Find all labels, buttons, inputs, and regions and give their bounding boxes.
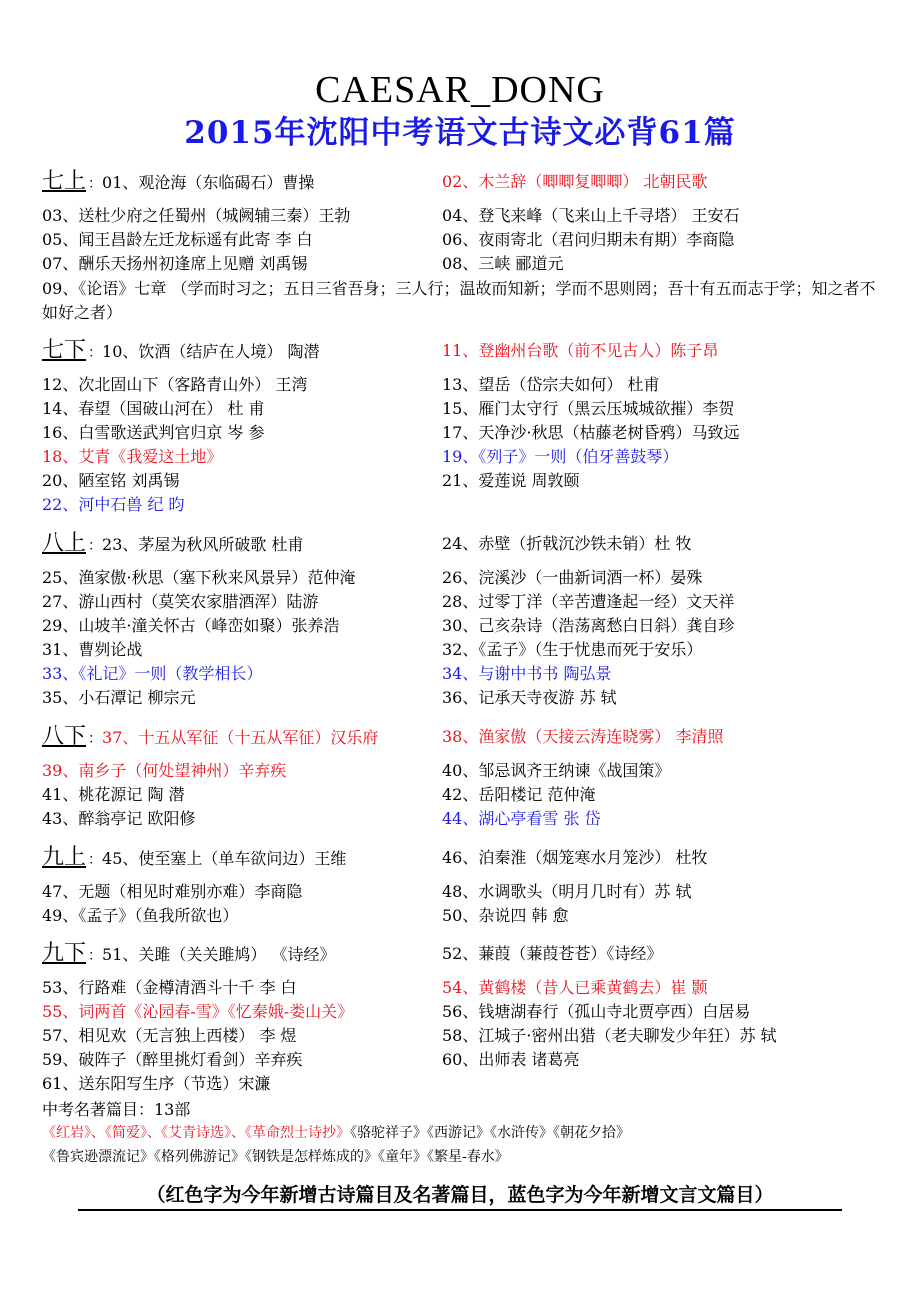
- poem-entry-right: 02、木兰辞（唧唧复唧唧） 北朝民歌: [442, 172, 708, 191]
- poem-title: 25、渔家傲·秋思（塞下秋来风景异）范仲淹: [42, 568, 356, 587]
- footer-note: （红色字为今年新增古诗篇目及名著篇目，蓝色字为今年新增文言文篇目）: [78, 1182, 842, 1211]
- poem-entry-right: 34、与谢中书书 陶弘景: [442, 664, 612, 683]
- poem-entry-left: [42, 662, 262, 686]
- poem-row: [0, 759, 920, 783]
- poem-entry-right: 19、《列子》一则（伯牙善鼓琴）: [442, 447, 679, 466]
- poem-title: 55、词两首《沁园春-雪》《忆秦娥-娄山关》: [42, 1002, 354, 1021]
- poem-entry-right: 06、夜雨寄北（君问归期未有期）李商隐: [442, 230, 735, 249]
- poem-row: [0, 1072, 920, 1096]
- brand-heading: CAESAR_DONG: [315, 69, 605, 111]
- poem-entry-right: 24、赤壁（折戟沉沙铁未销）杜 牧: [442, 534, 692, 553]
- poem-entry-right: 26、浣溪沙（一曲新词酒一杯）晏殊: [442, 568, 703, 587]
- poem-entry-right: 58、江城子·密州出猎（老夫聊发少年狂）苏 轼: [442, 1026, 777, 1045]
- section-colon: ：: [88, 852, 103, 868]
- poem-title: 31、曹刿论战: [42, 640, 143, 659]
- section-colon: ：: [88, 731, 103, 747]
- poem-entry-right: 54、黄鹤楼（昔人已乘黄鹤去）崔 颢: [442, 978, 708, 997]
- poem-entry-left: [42, 725, 378, 751]
- poem-entry-left: [42, 1072, 270, 1096]
- poem-entry-right: 17、天净沙·秋思（枯藤老树昏鸦）马致远: [442, 423, 740, 442]
- poem-entry-right: 46、泊秦淮（烟笼寒水月笼沙） 杜牧: [442, 848, 708, 867]
- poem-row: [0, 1048, 920, 1072]
- poem-row: [0, 252, 920, 276]
- poem-title: 10、饮酒（结庐在人境） 陶潜: [102, 342, 320, 361]
- poem-entry-left: [42, 493, 185, 517]
- poem-title: 33、《礼记》一则（教学相长）: [42, 664, 263, 683]
- poem-entry-left: [42, 686, 195, 710]
- poem-title: 53、行路难（金樽清酒斗十千 李 白: [42, 978, 297, 997]
- poem-row: [0, 170, 920, 194]
- poem-title: 35、小石潭记 柳宗元: [42, 688, 196, 707]
- poem-row: [0, 1024, 920, 1048]
- poem-title: 29、山坡羊·潼关怀古（峰峦如聚）张养浩: [42, 616, 340, 635]
- poem-row: [0, 807, 920, 831]
- poem-row: [0, 469, 920, 493]
- poem-title: 47、无题（相见时难别亦难）李商隐: [42, 882, 303, 901]
- poem-entry-left: [42, 228, 313, 252]
- classics-new-titles: 《红岩》、《简爱》、《艾青诗选》、《革命烈士诗抄》: [42, 1125, 350, 1141]
- poem-entry-left: [42, 1024, 297, 1048]
- poem-title: 41、桃花源记 陶 潜: [42, 785, 185, 804]
- poem-entry-left: [42, 590, 318, 614]
- poem-row: [0, 532, 920, 556]
- poem-entry-right: 50、杂说四 韩 愈: [442, 906, 569, 925]
- section-label: 七下: [42, 338, 87, 363]
- poem-row: [0, 904, 920, 928]
- poem-row: [0, 421, 920, 445]
- poem-row: [0, 638, 920, 662]
- poem-entry-right: 38、渔家傲（天接云涛连晓雾） 李清照: [442, 727, 724, 746]
- poem-entry-right: 40、邹忌讽齐王纳谏《战国策》: [442, 761, 671, 780]
- poem-row: [0, 725, 920, 749]
- poem-entry-right: 60、出师表 诸葛亮: [442, 1050, 580, 1069]
- poem-row: [0, 942, 920, 966]
- poem-row: [0, 880, 920, 904]
- classics-more-titles: 《鲁宾逊漂流记》《格列佛游记》《钢铁是怎样炼成的》《童年》《繁星-春水》: [42, 1149, 509, 1165]
- poem-title: 20、陋室铭 刘禹锡: [42, 471, 180, 490]
- poem-row: [0, 228, 920, 252]
- poem-entry-left: [42, 397, 265, 421]
- poem-entry-right: 28、过零丁洋（辛苦遭逢起一经）文天祥: [442, 592, 735, 611]
- poem-row: [0, 1000, 920, 1024]
- poem-title: 22、河中石兽 纪 昀: [42, 495, 185, 514]
- poem-entry-left: [42, 170, 314, 196]
- poem-entry-left: [42, 942, 335, 968]
- poem-entry-right: 08、三峡 郦道元: [442, 254, 564, 273]
- classics-line-1: [42, 1121, 630, 1145]
- page-title: 2015年沈阳中考语文古诗文必背61篇: [184, 115, 736, 151]
- analects-entry: 09、《论语》七章 （学而时习之；五日三省吾身；三人行；温故而知新；学而不思则罔；吾十有五而志于学；知之者不如好之者）: [42, 279, 876, 322]
- poem-row: [0, 846, 920, 870]
- poem-title: 05、闻王昌龄左迁龙标遥有此寄 李 白: [42, 230, 313, 249]
- poem-row: [0, 445, 920, 469]
- poem-entry-left: [42, 566, 355, 590]
- poem-title: 27、游山西村（莫笑农家腊酒浑）陆游: [42, 592, 319, 611]
- poem-entry-left: [42, 204, 350, 228]
- poem-entry-right: 21、爱莲说 周敦颐: [442, 471, 580, 490]
- poem-entry-left: [42, 532, 303, 558]
- poem-row: [0, 686, 920, 710]
- section-label: 八下: [42, 724, 87, 749]
- poem-entry-right: 42、岳阳楼记 范仲淹: [442, 785, 596, 804]
- poem-entry-right: 15、雁门太守行（黑云压城城欲摧）李贺: [442, 399, 735, 418]
- poem-row: [0, 493, 920, 517]
- poem-entry-left: [42, 638, 142, 662]
- section-colon: ：: [88, 948, 103, 964]
- poem-row: [0, 662, 920, 686]
- poem-row: [0, 590, 920, 614]
- section-colon: ：: [88, 176, 103, 192]
- poem-entry-left: [42, 880, 302, 904]
- poem-title: 23、茅屋为秋风所破歌 杜甫: [102, 535, 304, 554]
- poem-entry-left: [42, 976, 297, 1000]
- poem-row: [0, 976, 920, 1000]
- poem-entry-left: [42, 807, 195, 831]
- poem-row: [0, 339, 920, 363]
- poem-title: 57、相见欢（无言独上西楼） 李 煜: [42, 1026, 297, 1045]
- classics-heading-row: [0, 1098, 920, 1122]
- section-label: 九下: [42, 941, 87, 966]
- section-colon: ：: [88, 538, 103, 554]
- poem-entry-left: [42, 373, 307, 397]
- poem-entry-right: 52、蒹葭（蒹葭苍苍）《诗经》: [442, 944, 663, 963]
- poem-entry-left: [42, 1000, 353, 1024]
- poem-entry-left: [42, 846, 346, 872]
- section-colon: ：: [88, 345, 103, 361]
- poem-title: 61、送东阳写生序（节选）宋濂: [42, 1074, 271, 1093]
- poem-title: 16、白雪歌送武判官归京 岑 参: [42, 423, 265, 442]
- poem-entry-right: 32、《孟子》（生于忧患而死于安乐）: [442, 640, 703, 659]
- poem-row: [0, 204, 920, 228]
- poem-entry-left: [42, 759, 286, 783]
- poem-title: 37、十五从军征（十五从军征）汉乐府: [102, 728, 379, 747]
- poem-entry-left: [42, 783, 185, 807]
- section-label: 九上: [42, 845, 87, 870]
- poem-row: [0, 566, 920, 590]
- poem-title: 49、《孟子》（鱼我所欲也）: [42, 906, 239, 925]
- poem-entry-left: [42, 421, 265, 445]
- poem-title: 18、艾青《我爱这土地》: [42, 447, 223, 466]
- poem-title: 51、关雎（关关雎鸠） 《诗经》: [102, 945, 336, 964]
- poem-row: [0, 397, 920, 421]
- poem-title: 12、次北固山下（客路青山外） 王湾: [42, 375, 308, 394]
- poem-entry-right: 56、钱塘湖春行（孤山寺北贾亭西）白居易: [442, 1002, 751, 1021]
- poem-row: [0, 373, 920, 397]
- poem-title: 39、南乡子（何处望神州）辛弃疾: [42, 761, 287, 780]
- poem-entry-right: 36、记承天寺夜游 苏 轼: [442, 688, 617, 707]
- poem-title: 14、春望（国破山河在） 杜 甫: [42, 399, 265, 418]
- poem-row: [0, 783, 920, 807]
- classics-old-titles: 《骆驼祥子》《西游记》《水浒传》《朝花夕拾》: [350, 1125, 630, 1141]
- poem-entry-left: [42, 904, 238, 928]
- poem-entry-left: [42, 614, 339, 638]
- poem-entry-right: 30、己亥杂诗（浩荡离愁白日斜）龚自珍: [442, 616, 735, 635]
- section-label: 八上: [42, 531, 87, 556]
- poem-entry-right: 48、水调歌头（明月几时有）苏 轼: [442, 882, 692, 901]
- classics-line-2: [42, 1145, 509, 1169]
- poem-entry-left: [42, 252, 307, 276]
- poem-title: 03、送杜少府之任蜀州（城阙辅三秦）王勃: [42, 206, 351, 225]
- poem-entry-right: 04、登飞来峰（飞来山上千寻塔） 王安石: [442, 206, 740, 225]
- poem-title: 45、使至塞上（单车欲问边）王维: [102, 849, 347, 868]
- poem-title: 43、醉翁亭记 欧阳修: [42, 809, 196, 828]
- classics-heading: 中考名著篇目：13部: [42, 1100, 191, 1119]
- poem-entry-left: [42, 445, 222, 469]
- poem-row: [0, 614, 920, 638]
- poem-title: 07、酬乐天扬州初逢席上见赠 刘禹锡: [42, 254, 308, 273]
- poem-entry-right: 13、望岳（岱宗夫如何） 杜甫: [442, 375, 660, 394]
- poem-entry-left: [42, 1048, 302, 1072]
- section-label: 七上: [42, 169, 87, 194]
- poem-title: 01、观沧海（东临碣石）曹操: [102, 173, 315, 192]
- poem-title: 59、破阵子（醉里挑灯看剑）辛弃疾: [42, 1050, 303, 1069]
- poem-entry-left: [42, 469, 179, 493]
- poem-entry-right: 11、登幽州台歌（前不见古人）陈子昂: [442, 341, 719, 360]
- poem-entry-left: [42, 339, 319, 365]
- poem-entry-right: 44、湖心亭看雪 张 岱: [442, 809, 601, 828]
